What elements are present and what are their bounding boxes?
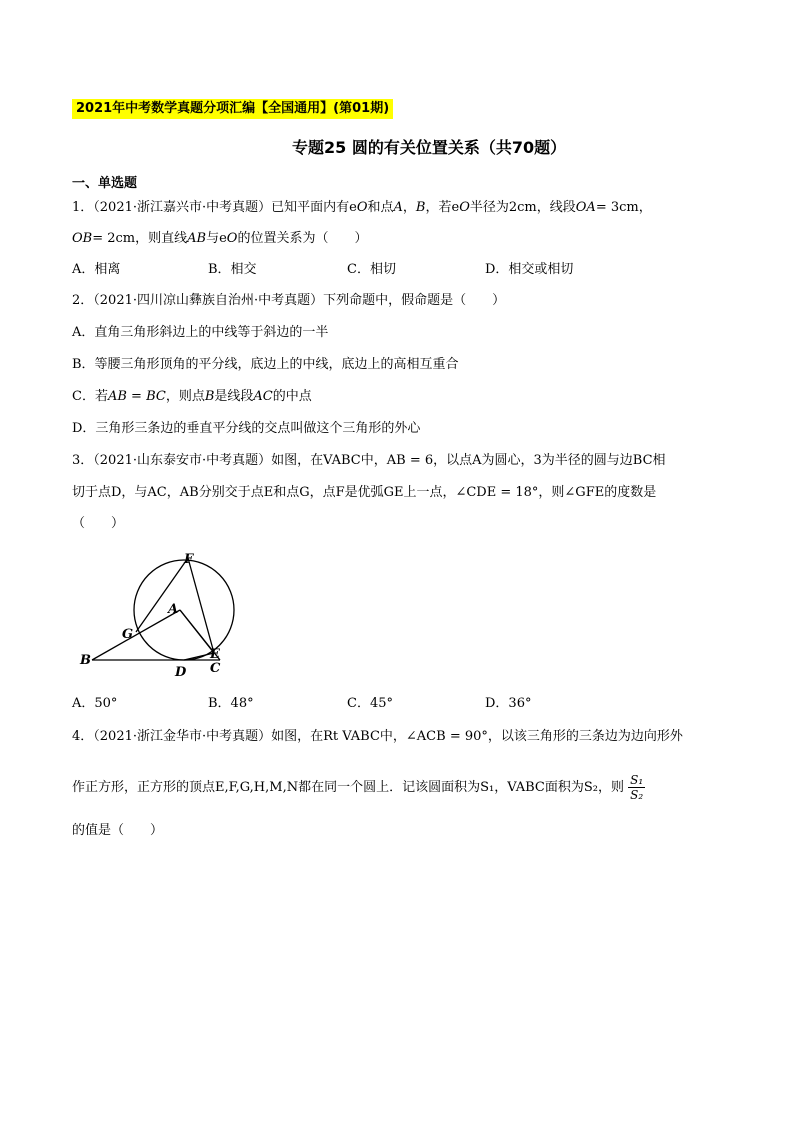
q3-geometry-figure [72, 548, 242, 683]
q1-option-b[interactable]: B．相交 [208, 262, 257, 277]
q2-option-b[interactable]: B．等腰三角形顶角的平分线，底边上的中线，底边上的高相互重合 [72, 357, 459, 372]
label-e: E [210, 647, 220, 662]
q2-option-d[interactable]: D．三角形三条边的垂直平分线的交点叫做这个三角形的外心 [72, 421, 421, 436]
q1-option-a[interactable]: A．相离 [72, 262, 121, 277]
page-title: 专题25 圆的有关位置关系（共70题） [292, 138, 567, 157]
section-heading: 一、单选题 [72, 176, 138, 191]
segment-ab [92, 610, 180, 660]
q3-option-d[interactable]: D．36° [485, 696, 532, 711]
q3-option-a[interactable]: A．50° [72, 696, 118, 711]
label-b: B [80, 653, 91, 668]
label-d: D [175, 665, 187, 680]
q2-option-c[interactable]: C．若AB = BC，则点B是线段AC的中点 [72, 389, 312, 404]
q4-line-3: 的值是（ ） [72, 823, 164, 838]
q1-option-d[interactable]: D．相交或相切 [485, 262, 574, 277]
q3-line-2: 切于点D，与AC，AB分别交于点E和点G，点F是优弧GE上一点，∠CDE = 18°，则∠GFE的度数是 [72, 485, 657, 500]
label-g: G [122, 627, 134, 642]
label-f: F [184, 552, 194, 567]
label-a: A [168, 602, 179, 617]
q3-line-1: 3．（2021·山东泰安市·中考真题）如图，在VABC中，AB = 6，以点A为圆心，3为半径的圆与边BC相 [72, 453, 666, 468]
label-c: C [210, 661, 221, 676]
q3-option-b[interactable]: B．48° [208, 696, 254, 711]
q3-line-3: （ ） [72, 516, 125, 531]
q4-line-2: 作正方形，正方形的顶点E,F,G,H,M,N都在同一个圆上．记该圆面积为S₁，VABC面积为S₂，则 $\frac{\text{S₁}}{\text{S₂}}$ [72, 773, 644, 802]
q2-option-a[interactable]: A．直角三角形斜边上的中线等于斜边的一半 [72, 325, 329, 340]
q4-line-1: 4．（2021·浙江金华市·中考真题）如图，在Rt VABC中，∠ACB = 90°，以该三角形的三条边为边向形外 [72, 729, 683, 744]
q1-option-c[interactable]: C．相切 [347, 262, 396, 277]
q3-option-c[interactable]: C．45° [347, 696, 393, 711]
q1-line-2: OB= 2cm，则直线AB与eO的位置关系为（ ） [72, 231, 368, 246]
q1-line-1: 1．（2021·浙江嘉兴市·中考真题）已知平面内有eO和点A，B，若eO半径为2cm，线段OA= 3cm， [72, 200, 652, 215]
segment-fe [188, 558, 214, 653]
q2-stem: 2．（2021·四川凉山彝族自治州·中考真题）下列命题中，假命题是（ ） [72, 293, 506, 308]
q4-fraction: $\frac{\text{S₁}}{\text{S₂}}$ [630, 773, 644, 802]
series-banner: 2021年中考数学真题分项汇编【全国通用】(第01期) [72, 99, 393, 119]
circle-a [134, 560, 234, 660]
